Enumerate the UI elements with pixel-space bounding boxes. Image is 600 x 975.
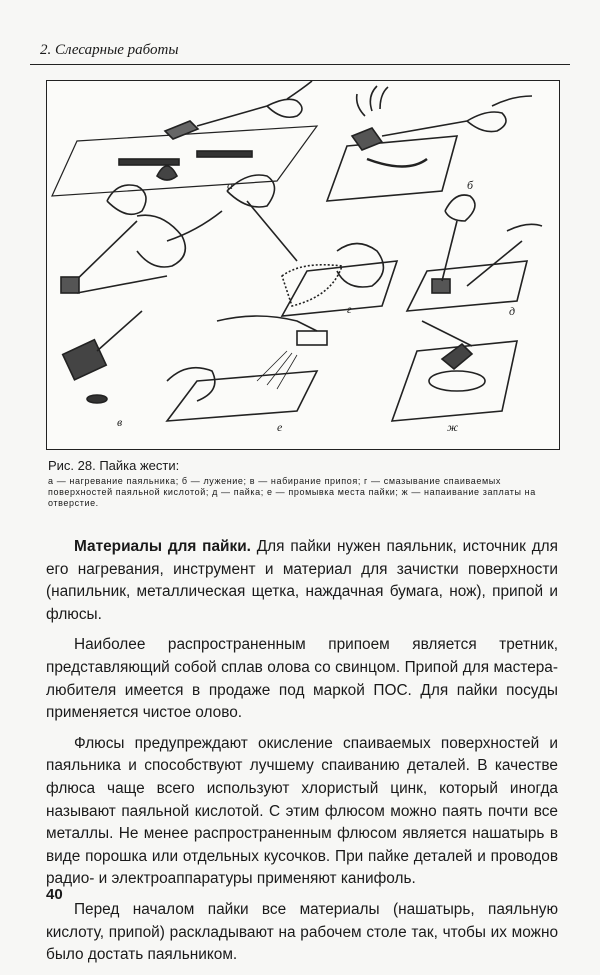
running-title: 2. Слесарные работы — [40, 42, 179, 58]
panel-e-drawing — [167, 316, 327, 421]
panel-v-upper-drawing — [61, 185, 222, 293]
panel-b-drawing — [327, 86, 532, 201]
paragraph-2 — [46, 634, 558, 724]
panel-d-drawing — [407, 195, 542, 311]
panel-label-b: б — [467, 178, 474, 192]
panel-label-e: е — [277, 420, 283, 434]
panel-g-drawing — [227, 175, 397, 316]
paragraph-1-text: Для пайки нужен паяльник, источник для его нагревания, инструмент и материал для зачистки поверхности (напильник, металлическая щетка, наждачная бумага, нож), припой и флюсы. — [46, 538, 558, 623]
body-text — [46, 536, 558, 975]
paragraph-1-lead: Материалы для пайки. — [74, 538, 251, 555]
figure-caption — [48, 458, 560, 509]
caption-title: Рис. 28. Пайка жести: — [48, 458, 180, 473]
paragraph-3 — [46, 733, 558, 891]
paragraph-4-text: Перед началом пайки все материалы (нашатырь, паяльную кислоту, припой) раскладывают на рабочем столе так, чтобы их можно было достать паяльником. — [46, 900, 558, 964]
panel-v-lower-drawing — [63, 311, 142, 403]
panel-a-drawing — [52, 81, 317, 196]
panel-zh-drawing — [392, 321, 517, 421]
panel-label-v: в — [117, 415, 123, 429]
paragraph-2-text: Наиболее распространенным припоем является третник, представляющий собой сплав олова со свинцом. Припой для мастера-любителя имеется в продаже под маркой ПОС. Для пайки посуды применяется чистое олово. — [46, 636, 558, 722]
paragraph-3-text: Флюсы предупреждают окисление спаиваемых поверхностей и паяльника и способствуют лучшему спаиванию деталей. В качестве флюса чаще всего используют хлористый цинк, который иногда называют паяльной кислотой. С этим флюсом можно паять почти все металлы. Не менее распространенным флюсом является нашатырь в виде порошка или отдельных кусочков. При пайке деталей и проводов радио- и электроаппаратуры применяют канифоль. — [46, 734, 558, 888]
paragraph-1 — [46, 536, 558, 626]
caption-text: а — нагревание паяльника; б — лужение; в — набирание припоя; г — смазывание спаиваемых поверхностей паяльной кислотой; д — пайка; е — промывка места пайки; ж — напаивание заплаты на отверстие. — [48, 476, 536, 508]
panel-label-a: а — [227, 178, 233, 192]
soldering-steps-drawing — [47, 81, 559, 449]
panel-label-d: д — [509, 304, 516, 318]
paragraph-4 — [46, 899, 558, 967]
panel-label-g: г — [347, 302, 352, 316]
figure-illustration — [46, 80, 560, 450]
page-number: 40 — [46, 886, 63, 903]
running-header — [30, 34, 570, 65]
panel-label-zh: ж — [447, 420, 459, 434]
